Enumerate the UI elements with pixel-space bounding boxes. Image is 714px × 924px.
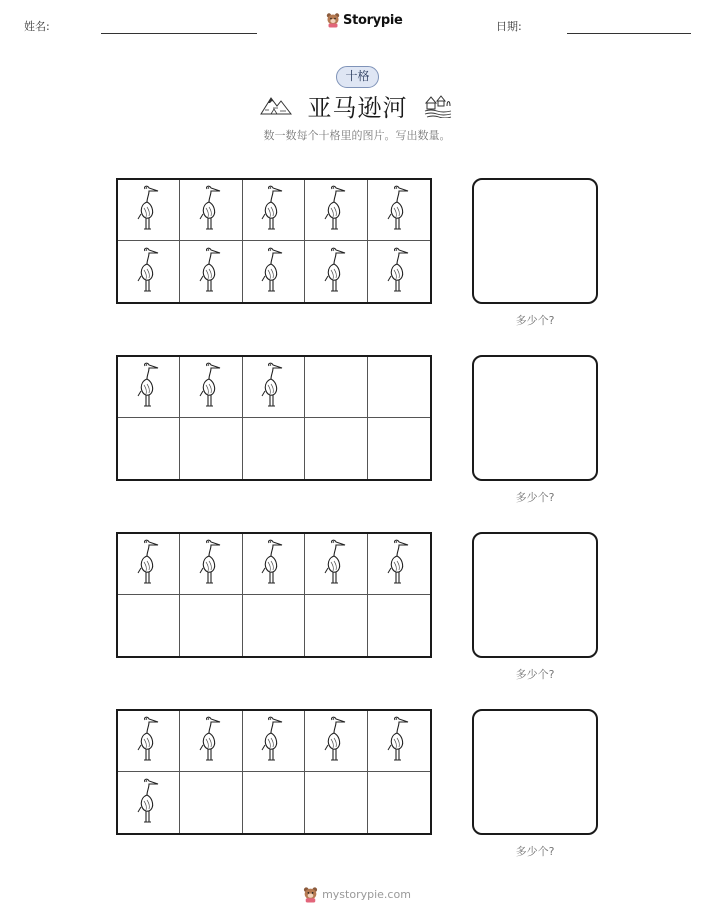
answer-box[interactable] <box>472 709 598 835</box>
ten-frame-cell <box>243 595 305 656</box>
storypie-bear-footer-icon <box>303 886 318 903</box>
ten-frame-cell <box>305 241 367 302</box>
heron-icon <box>258 184 288 236</box>
ten-frame-cell <box>180 357 242 418</box>
footer-url[interactable]: mystorypie.com <box>322 888 411 901</box>
ten-frame-cell <box>368 180 430 241</box>
ten-frame-cell <box>305 418 367 479</box>
name-label: 姓名: <box>24 20 50 33</box>
ten-frame-cell <box>243 418 305 479</box>
ten-frame-cell <box>180 418 242 479</box>
ten-frame-cell <box>305 772 367 833</box>
heron-icon <box>134 246 164 298</box>
ten-frame <box>116 709 432 835</box>
ten-frame-cell <box>305 711 367 772</box>
instructions: 数一数每个十格里的图片。写出数量。 <box>263 129 451 142</box>
ten-frame-cell <box>118 418 180 479</box>
heron-icon <box>258 715 288 767</box>
heron-icon <box>384 715 414 767</box>
heron-icon <box>134 715 164 767</box>
heron-icon <box>321 538 351 590</box>
ten-frame-cell <box>180 711 242 772</box>
heron-icon <box>321 715 351 767</box>
ten-frame-cell <box>243 534 305 595</box>
ten-frame <box>116 532 432 658</box>
answer-box[interactable] <box>472 178 598 304</box>
heron-icon <box>321 246 351 298</box>
topic-badge: 十格 <box>336 66 379 88</box>
ten-frame-cell <box>118 357 180 418</box>
heron-icon <box>196 184 226 236</box>
ten-frame-cell <box>368 241 430 302</box>
heron-icon <box>134 538 164 590</box>
heron-icon <box>196 246 226 298</box>
ten-frame <box>116 178 432 304</box>
mountain-icon <box>260 92 292 116</box>
storypie-bear-logo-icon <box>326 12 340 28</box>
footer <box>0 886 714 903</box>
ten-frame-cell <box>243 180 305 241</box>
brand-logo <box>326 12 403 28</box>
ten-frame-cell <box>368 357 430 418</box>
ten-frame-cell <box>118 711 180 772</box>
page-title: 亚马逊河 <box>307 94 408 122</box>
ten-frame-cell <box>118 534 180 595</box>
river-village-icon <box>423 92 453 118</box>
ten-frame-cell <box>243 241 305 302</box>
ten-frame-cell <box>368 772 430 833</box>
answer-box[interactable] <box>472 355 598 481</box>
ten-frame-cell <box>180 241 242 302</box>
heron-icon <box>134 777 164 829</box>
answer-prompt: 多少个? <box>515 491 555 504</box>
heron-icon <box>384 538 414 590</box>
ten-frame-cell <box>305 357 367 418</box>
ten-frame-cell <box>180 595 242 656</box>
ten-frame-cell <box>368 711 430 772</box>
answer-prompt: 多少个? <box>515 668 555 681</box>
ten-frame-cell <box>368 534 430 595</box>
heron-icon <box>258 538 288 590</box>
ten-frame-cell <box>305 595 367 656</box>
answer-box[interactable] <box>472 532 598 658</box>
ten-frame-cell <box>118 241 180 302</box>
heron-icon <box>384 246 414 298</box>
heron-icon <box>196 361 226 413</box>
ten-frame-cell <box>118 180 180 241</box>
heron-icon <box>384 184 414 236</box>
ten-frame-cell <box>368 595 430 656</box>
ten-frame-cell <box>180 534 242 595</box>
ten-frame-cell <box>243 357 305 418</box>
ten-frame-cell <box>368 418 430 479</box>
answer-prompt: 多少个? <box>515 845 555 858</box>
heron-icon <box>196 715 226 767</box>
answer-prompt: 多少个? <box>515 314 555 327</box>
ten-frame-cell <box>180 180 242 241</box>
name-line[interactable] <box>101 33 257 34</box>
ten-frame <box>116 355 432 481</box>
date-label: 日期: <box>496 20 522 33</box>
brand-name: Storypie <box>343 12 403 28</box>
ten-frame-cell <box>243 772 305 833</box>
heron-icon <box>321 184 351 236</box>
heron-icon <box>134 361 164 413</box>
ten-frame-cell <box>118 595 180 656</box>
ten-frame-cell <box>305 534 367 595</box>
heron-icon <box>258 361 288 413</box>
ten-frame-cell <box>180 772 242 833</box>
heron-icon <box>196 538 226 590</box>
date-line[interactable] <box>567 33 691 34</box>
heron-icon <box>258 246 288 298</box>
ten-frame-cell <box>305 180 367 241</box>
ten-frame-cell <box>243 711 305 772</box>
ten-frame-cell <box>118 772 180 833</box>
heron-icon <box>134 184 164 236</box>
